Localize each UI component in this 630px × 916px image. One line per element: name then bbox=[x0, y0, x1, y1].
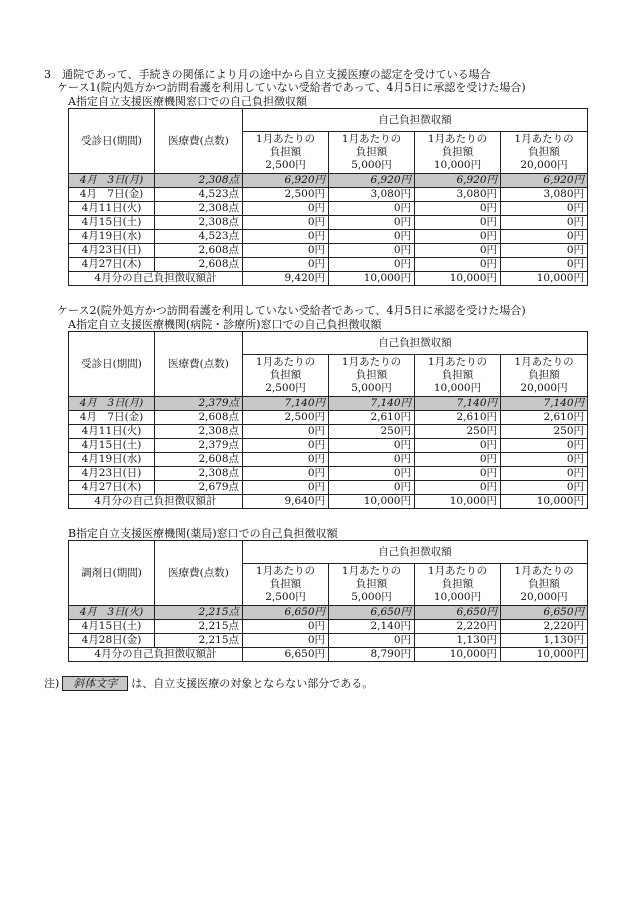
total-amount: 10,000円 bbox=[501, 272, 588, 286]
row-amount: 250円 bbox=[501, 425, 588, 439]
total-amount: 9,640円 bbox=[243, 495, 329, 509]
table-row bbox=[69, 188, 588, 202]
row-amount: 0円 bbox=[415, 453, 501, 467]
limit-header-line: 2,500円 bbox=[265, 159, 306, 171]
date-column-header: 受診日(期間) bbox=[69, 332, 155, 397]
row-amount: 2,500円 bbox=[243, 188, 329, 202]
limit-header-line: 負担額 bbox=[441, 369, 474, 381]
limit-header-line: 負担額 bbox=[355, 146, 388, 158]
self-pay-group-header: 自己負担徴収額 bbox=[243, 332, 588, 355]
date-column-header: 受診日(期間) bbox=[69, 109, 155, 174]
row-amount: 2,610円 bbox=[415, 411, 501, 425]
row-cost: 2,215点 bbox=[155, 620, 243, 634]
table2-grid bbox=[68, 331, 588, 509]
table-row bbox=[69, 216, 588, 230]
row-amount: 0円 bbox=[415, 439, 501, 453]
table-row bbox=[69, 258, 588, 272]
row-date: 4月11日(火) bbox=[69, 202, 155, 216]
table-row bbox=[69, 481, 588, 495]
table-row bbox=[69, 634, 588, 648]
limit-header-line: 負担額 bbox=[355, 578, 388, 590]
row-date: 4月15日(土) bbox=[69, 439, 155, 453]
row-amount: 0円 bbox=[415, 258, 501, 272]
row-amount: 6,650円 bbox=[329, 606, 415, 620]
row-amount: 7,140円 bbox=[501, 397, 588, 411]
row-amount: 0円 bbox=[415, 467, 501, 481]
row-cost: 2,608点 bbox=[155, 244, 243, 258]
limit-header-line: 1月あたりの bbox=[341, 356, 402, 368]
row-amount: 0円 bbox=[415, 481, 501, 495]
limit-column-header bbox=[415, 564, 501, 606]
row-amount: 0円 bbox=[243, 439, 329, 453]
limit-column-header bbox=[501, 355, 588, 397]
total-amount: 10,000円 bbox=[329, 272, 415, 286]
limit-header-line: 10,000円 bbox=[433, 382, 482, 394]
limit-header-line: 1月あたりの bbox=[514, 133, 574, 145]
row-cost: 2,308点 bbox=[155, 174, 243, 188]
total-amount: 10,000円 bbox=[415, 648, 501, 662]
row-cost: 2,679点 bbox=[155, 481, 243, 495]
row-amount: 0円 bbox=[243, 453, 329, 467]
row-amount: 0円 bbox=[243, 258, 329, 272]
pharmacy-subtitle: B指定自立支援医療機関(薬局)窓口での自己負担徴収額 bbox=[68, 527, 338, 540]
row-amount: 250円 bbox=[415, 425, 501, 439]
row-amount: 0円 bbox=[501, 258, 588, 272]
table-row bbox=[69, 453, 588, 467]
limit-column-header bbox=[329, 564, 415, 606]
limit-header-line: 5,000円 bbox=[351, 382, 392, 394]
limit-header-line: 負担額 bbox=[528, 146, 560, 158]
row-amount: 2,220円 bbox=[415, 620, 501, 634]
row-amount: 3,080円 bbox=[415, 188, 501, 202]
case1-title: ケース1(院内処方かつ訪問看護を利用していない受給者であって、4月5日に承認を受けた場合) bbox=[57, 81, 526, 94]
row-amount: 6,650円 bbox=[243, 606, 329, 620]
table-row bbox=[69, 202, 588, 216]
limit-header-line: 1月あたりの bbox=[341, 133, 402, 145]
total-label: 4月分の自己負担徴収額計 bbox=[69, 272, 243, 286]
limit-header-line: 負担額 bbox=[269, 146, 302, 158]
table3-grid bbox=[68, 540, 588, 662]
header-row bbox=[69, 332, 588, 355]
case2-subtitle: A指定自立支援医療機関(病院・診療所)窓口での自己負担徴収額 bbox=[68, 318, 382, 331]
table-row bbox=[69, 620, 588, 634]
limit-header-line: 負担額 bbox=[528, 369, 560, 381]
row-amount: 0円 bbox=[243, 467, 329, 481]
row-date: 4月19日(水) bbox=[69, 230, 155, 244]
total-row bbox=[69, 272, 588, 286]
row-date: 4月11日(火) bbox=[69, 425, 155, 439]
row-amount: 1,130円 bbox=[501, 634, 588, 648]
limit-header-line: 5,000円 bbox=[351, 159, 392, 171]
row-date: 4月15日(土) bbox=[69, 216, 155, 230]
row-amount: 0円 bbox=[501, 481, 588, 495]
limit-header-line: 5,000円 bbox=[351, 591, 392, 603]
row-amount: 0円 bbox=[329, 202, 415, 216]
row-amount: 250円 bbox=[329, 425, 415, 439]
total-row bbox=[69, 495, 588, 509]
limit-header-line: 20,000円 bbox=[520, 382, 568, 394]
row-cost: 2,215点 bbox=[155, 634, 243, 648]
table-row bbox=[69, 467, 588, 481]
row-date: 4月 3日(月) bbox=[69, 174, 155, 188]
row-cost: 2,379点 bbox=[155, 397, 243, 411]
row-amount: 0円 bbox=[501, 453, 588, 467]
row-amount: 1,130円 bbox=[415, 634, 501, 648]
table-row bbox=[69, 411, 588, 425]
row-amount: 0円 bbox=[415, 216, 501, 230]
row-amount: 0円 bbox=[329, 244, 415, 258]
row-amount: 6,920円 bbox=[501, 174, 588, 188]
total-amount: 9,420円 bbox=[243, 272, 329, 286]
row-amount: 7,140円 bbox=[243, 397, 329, 411]
row-amount: 0円 bbox=[501, 244, 588, 258]
total-amount: 10,000円 bbox=[415, 495, 501, 509]
footnote-text: は、自立支援医療の対象とならない部分である。 bbox=[131, 677, 374, 690]
row-date: 4月 3日(月) bbox=[69, 397, 155, 411]
total-amount: 10,000円 bbox=[501, 495, 588, 509]
limit-header-line: 10,000円 bbox=[433, 591, 482, 603]
row-amount: 0円 bbox=[243, 244, 329, 258]
row-cost: 2,608点 bbox=[155, 258, 243, 272]
row-amount: 2,500円 bbox=[243, 411, 329, 425]
row-date: 4月 3日(火) bbox=[69, 606, 155, 620]
limit-column-header bbox=[501, 564, 588, 606]
self-pay-group-header: 自己負担徴収額 bbox=[243, 541, 588, 564]
total-label: 4月分の自己負担徴収額計 bbox=[69, 648, 243, 662]
row-date: 4月 7日(金) bbox=[69, 188, 155, 202]
limit-header-line: 負担額 bbox=[269, 578, 302, 590]
row-amount: 0円 bbox=[329, 453, 415, 467]
row-amount: 0円 bbox=[501, 467, 588, 481]
row-amount: 0円 bbox=[243, 620, 329, 634]
row-amount: 0円 bbox=[329, 216, 415, 230]
row-date: 4月27日(木) bbox=[69, 258, 155, 272]
limit-header-line: 2,500円 bbox=[265, 382, 306, 394]
row-amount: 0円 bbox=[329, 481, 415, 495]
limit-header-line: 10,000円 bbox=[433, 159, 482, 171]
limit-column-header bbox=[501, 132, 588, 174]
row-date: 4月15日(土) bbox=[69, 620, 155, 634]
row-amount: 6,650円 bbox=[501, 606, 588, 620]
table-row bbox=[69, 425, 588, 439]
total-amount: 10,000円 bbox=[329, 495, 415, 509]
cost-column-header: 医療費(点数) bbox=[155, 332, 243, 397]
limit-header-line: 負担額 bbox=[528, 578, 560, 590]
limit-header-line: 1月あたりの bbox=[341, 565, 402, 577]
header-row bbox=[69, 109, 588, 132]
total-row bbox=[69, 648, 588, 662]
row-amount: 3,080円 bbox=[501, 188, 588, 202]
row-amount: 0円 bbox=[501, 216, 588, 230]
row-amount: 6,650円 bbox=[415, 606, 501, 620]
date-column-header: 調剤日(期間) bbox=[69, 541, 155, 606]
limit-header-line: 1月あたりの bbox=[427, 565, 488, 577]
uncovered-row bbox=[69, 397, 588, 411]
footnote bbox=[44, 676, 373, 691]
table1-grid bbox=[68, 108, 588, 286]
row-amount: 0円 bbox=[243, 216, 329, 230]
row-amount: 0円 bbox=[501, 230, 588, 244]
uncovered-row bbox=[69, 606, 588, 620]
limit-column-header bbox=[243, 355, 329, 397]
table-row bbox=[69, 230, 588, 244]
row-amount: 0円 bbox=[329, 230, 415, 244]
case1-subtitle: A指定自立支援医療機関窓口での自己負担徴収額 bbox=[68, 95, 307, 108]
cost-column-header: 医療費(点数) bbox=[155, 109, 243, 174]
row-amount: 0円 bbox=[329, 258, 415, 272]
limit-header-line: 20,000円 bbox=[520, 591, 568, 603]
row-cost: 4,523点 bbox=[155, 188, 243, 202]
row-amount: 2,610円 bbox=[501, 411, 588, 425]
table-row bbox=[69, 244, 588, 258]
row-amount: 0円 bbox=[243, 481, 329, 495]
section-heading: 3 通院であって、手続きの関係により月の途中から自立支援医療の認定を受けている場合 bbox=[44, 68, 491, 81]
limit-header-line: 1月あたりの bbox=[255, 356, 316, 368]
header-row bbox=[69, 541, 588, 564]
limit-column-header bbox=[329, 355, 415, 397]
case2-title: ケース2(院外処方かつ訪問看護を利用していない受給者であって、4月5日に承認を受けた場合) bbox=[57, 304, 526, 317]
row-amount: 0円 bbox=[415, 244, 501, 258]
row-date: 4月 7日(金) bbox=[69, 411, 155, 425]
limit-header-line: 負担額 bbox=[269, 369, 302, 381]
row-cost: 2,215点 bbox=[155, 606, 243, 620]
footnote-prefix: 注) bbox=[44, 677, 60, 690]
row-cost: 2,379点 bbox=[155, 439, 243, 453]
limit-header-line: 1月あたりの bbox=[255, 565, 316, 577]
limit-header-line: 20,000円 bbox=[520, 159, 568, 171]
row-cost: 2,308点 bbox=[155, 216, 243, 230]
row-date: 4月23日(日) bbox=[69, 244, 155, 258]
row-amount: 3,080円 bbox=[329, 188, 415, 202]
row-amount: 6,920円 bbox=[415, 174, 501, 188]
limit-column-header bbox=[415, 132, 501, 174]
row-amount: 7,140円 bbox=[329, 397, 415, 411]
row-amount: 0円 bbox=[243, 202, 329, 216]
row-amount: 7,140円 bbox=[415, 397, 501, 411]
row-amount: 0円 bbox=[243, 634, 329, 648]
row-amount: 6,920円 bbox=[243, 174, 329, 188]
limit-header-line: 1月あたりの bbox=[427, 356, 488, 368]
uncovered-row bbox=[69, 174, 588, 188]
limit-column-header bbox=[243, 564, 329, 606]
total-amount: 8,790円 bbox=[329, 648, 415, 662]
row-cost: 4,523点 bbox=[155, 230, 243, 244]
row-date: 4月23日(日) bbox=[69, 467, 155, 481]
row-amount: 0円 bbox=[329, 439, 415, 453]
limit-header-line: 1月あたりの bbox=[514, 356, 574, 368]
limit-header-line: 1月あたりの bbox=[255, 133, 316, 145]
row-cost: 2,308点 bbox=[155, 202, 243, 216]
row-amount: 0円 bbox=[501, 202, 588, 216]
limit-column-header bbox=[415, 355, 501, 397]
limit-column-header bbox=[329, 132, 415, 174]
row-amount: 0円 bbox=[243, 425, 329, 439]
limit-header-line: 1月あたりの bbox=[427, 133, 488, 145]
row-amount: 0円 bbox=[329, 634, 415, 648]
italic-legend-box: 斜体文字 bbox=[62, 676, 128, 691]
self-pay-group-header: 自己負担徴収額 bbox=[243, 109, 588, 132]
row-amount: 2,610円 bbox=[329, 411, 415, 425]
total-amount: 6,650円 bbox=[243, 648, 329, 662]
total-amount: 10,000円 bbox=[501, 648, 588, 662]
table-row bbox=[69, 439, 588, 453]
row-amount: 0円 bbox=[329, 467, 415, 481]
row-amount: 0円 bbox=[415, 230, 501, 244]
limit-header-line: 1月あたりの bbox=[514, 565, 574, 577]
row-amount: 0円 bbox=[243, 230, 329, 244]
limit-header-line: 負担額 bbox=[441, 146, 474, 158]
row-amount: 0円 bbox=[501, 439, 588, 453]
row-amount: 0円 bbox=[415, 202, 501, 216]
row-amount: 2,140円 bbox=[329, 620, 415, 634]
row-cost: 2,308点 bbox=[155, 425, 243, 439]
row-date: 4月27日(木) bbox=[69, 481, 155, 495]
limit-header-line: 負担額 bbox=[441, 578, 474, 590]
row-date: 4月19日(水) bbox=[69, 453, 155, 467]
row-cost: 2,608点 bbox=[155, 453, 243, 467]
row-date: 4月28日(金) bbox=[69, 634, 155, 648]
cost-column-header: 医療費(点数) bbox=[155, 541, 243, 606]
total-amount: 10,000円 bbox=[415, 272, 501, 286]
total-label: 4月分の自己負担徴収額計 bbox=[69, 495, 243, 509]
limit-header-line: 負担額 bbox=[355, 369, 388, 381]
row-cost: 2,308点 bbox=[155, 467, 243, 481]
row-amount: 2,220円 bbox=[501, 620, 588, 634]
row-cost: 2,608点 bbox=[155, 411, 243, 425]
row-amount: 6,920円 bbox=[329, 174, 415, 188]
limit-header-line: 2,500円 bbox=[265, 591, 306, 603]
limit-column-header bbox=[243, 132, 329, 174]
